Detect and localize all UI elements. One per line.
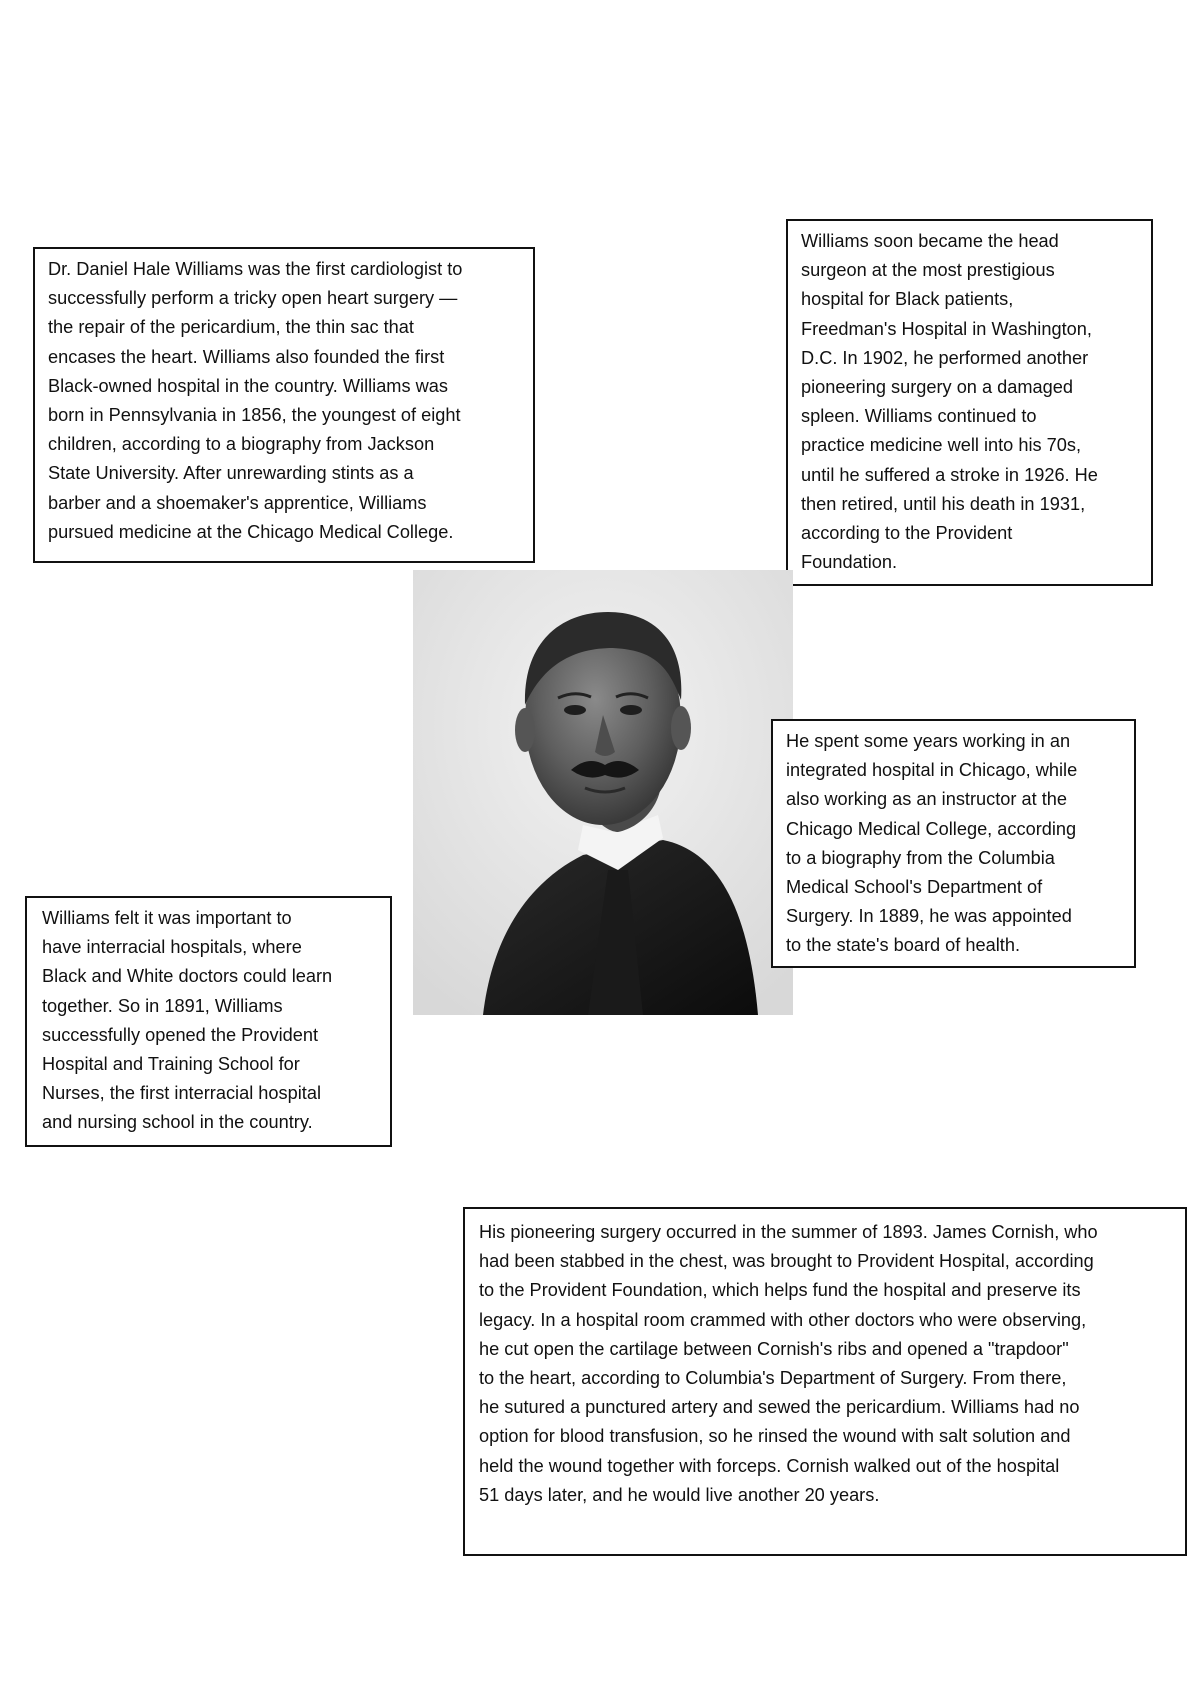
text-box-intro [33,247,535,563]
portrait-drawing [413,570,793,1015]
interracial-paragraph: Williams felt it was important to have interracial hospitals, where Black and White doctors could learn together. So in 1891, Williams successfully opened the Provident Hospital and Training School for Nurses, the first interracial hospital and nursing school in the country. [42,908,333,1133]
text-box-pioneering-surgery [463,1207,1187,1556]
text-box-freedman-hospital [786,219,1153,586]
portrait-photo [413,570,793,1015]
intro-paragraph: Dr. Daniel Hale Williams was the first cardiologist to successfully perform a tricky open heart surgery — the repair of the pericardium, the thin sac that encases the heart. Williams also founded the first Black-owned hospital in the country. Williams was born in Pennsylvania in 1856, the youngest of eight children, according to a biography from Jackson State University. After unrewarding stints as a barber and a shoemaker's apprentice, Williams pursued medicine at the Chicago Medical College. [48,259,463,542]
text-box-chicago [771,719,1136,968]
text-box-interracial-hospitals [25,896,392,1147]
surgery-paragraph: His pioneering surgery occurred in the summer of 1893. James Cornish, who had been stabbed in the chest, was brought to Provident Hospital, according to the Provident Foundation, which helps fund the hospital and preserve its legacy. In a hospital room crammed with other doctors who were observing, he cut open the cartilage between Cornish's ribs and opened a "trapdoor" to the heart, according to Columbia's Department of Surgery. From there, he sutured a punctured artery and sewed the pericardium. Williams had no option for blood transfusion, so he rinsed the wound with salt solution and held the wound together with forceps. Cornish walked out of the hospital 51 days later, and he would live another 20 years. [479,1222,1098,1505]
chicago-paragraph: He spent some years working in an integrated hospital in Chicago, while also working as an instructor at the Chicago Medical College, according to a biography from the Columbia Medical School's Department of Surgery. In 1889, he was appointed to the state's board of health. [786,731,1078,956]
freedman-paragraph: Williams soon became the head surgeon at the most prestigious hospital for Black patients, Freedman's Hospital in Washington, D.C. In 1902, he performed another pioneering surgery on a damaged spleen. Williams continued to practice medicine well into his 70s, until he suffered a stroke in 1926. He then retired, until his death in 1931, according to the Provident Foundation. [801,231,1098,573]
